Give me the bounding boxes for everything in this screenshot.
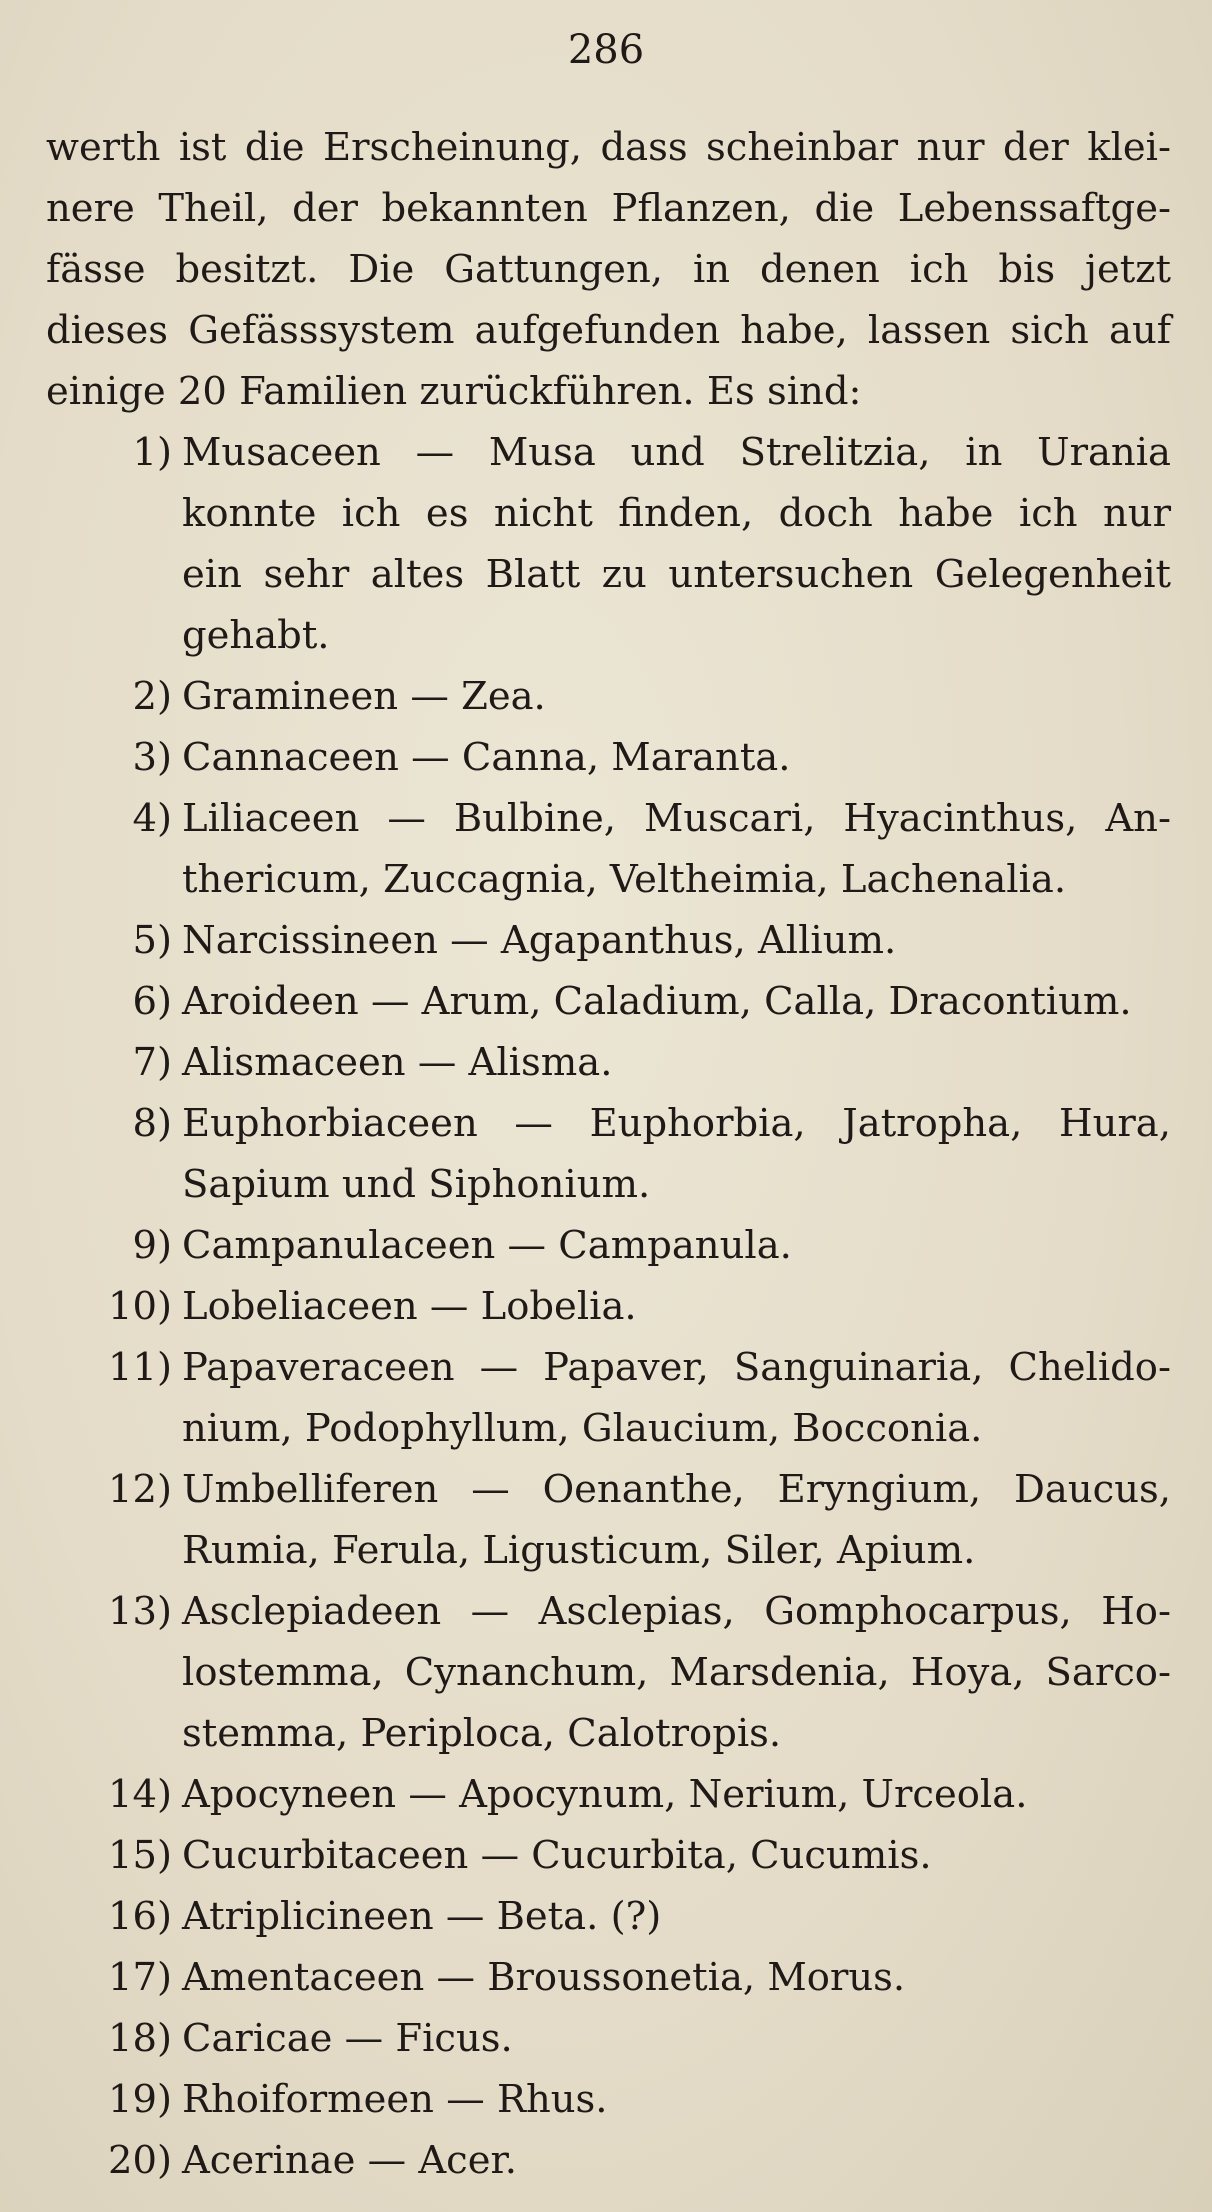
list-item [46,666,1171,727]
list-item-number: 20) [107,2138,172,2183]
list-item-text: Narcissineen — Agapanthus, Allium. [182,918,897,963]
list-item-text: Caricae — Ficus. [182,2016,513,2061]
list-item-number: 12) [107,1467,172,1512]
list-item-text: Acerinae — Acer. [182,2138,517,2183]
list-item-number: 5) [132,918,172,963]
paragraph-line: werth ist die Erscheinung, dass scheinbar nur der klei- [46,125,1171,170]
list-item [46,1764,1171,1825]
list-item-text: Cucurbitaceen — Cucurbita, Cucumis. [182,1833,932,1878]
list-item-text: gehabt. [182,613,330,658]
list-item [46,1825,1171,1886]
list-item-text: Campanulaceen — Campanula. [182,1223,792,1268]
list-item-text: Asclepiadeen — Asclepias, Gomphocarpus, Ho- [182,1589,1171,1634]
list-item-text: Gramineen — Zea. [182,674,546,719]
list-item-number: 11) [107,1345,172,1390]
list-item-number: 15) [107,1833,172,1878]
list-item-text: stemma, Periploca, Calotropis. [182,1711,782,1756]
list-item-number: 14) [107,1772,172,1817]
list-item-number: 17) [107,1955,172,2000]
list-item-text: thericum, Zuccagnia, Veltheimia, Lachenalia. [182,857,1067,902]
list-item-text: Aroideen — Arum, Caladium, Calla, Dracontium. [182,979,1132,1024]
list-item [46,727,1171,788]
paragraph-line: nere Theil, der bekannten Pflanzen, die Lebenssaftge- [46,186,1171,231]
list-item-number: 19) [107,2077,172,2122]
list-item [46,1581,1171,1764]
list-item-text: Liliaceen — Bulbine, Muscari, Hyacinthus, An- [182,796,1171,841]
list-item-number: 18) [107,2016,172,2061]
list-item [46,1215,1171,1276]
list-item-number: 3) [132,735,172,780]
list-item [46,910,1171,971]
list-item-text: Cannaceen — Canna, Maranta. [182,735,791,780]
list-item-number: 2) [132,674,172,719]
list-item-text: lostemma, Cynanchum, Marsdenia, Hoya, Sarco- [182,1650,1171,1695]
list-item-text: Amentaceen — Broussonetia, Morus. [182,1955,906,2000]
list-item-number: 1) [132,430,172,475]
list-item-text: Rhoiformeen — Rhus. [182,2077,608,2122]
list-item-text: Papaveraceen — Papaver, Sanguinaria, Chelido- [182,1345,1171,1390]
list-item-number: 4) [132,796,172,841]
list-item-number: 7) [132,1040,172,1085]
list-item-text: Apocyneen — Apocynum, Nerium, Urceola. [182,1772,1028,1817]
list-item [46,1947,1171,2008]
list-item [46,1459,1171,1581]
list-item [46,1886,1171,1947]
list-item-text: Musaceen — Musa und Strelitzia, in Urania [182,430,1171,475]
paragraph-line: dieses Gefässsystem aufgefunden habe, lassen sich auf [46,308,1171,353]
list-item-text: Lobeliaceen — Lobelia. [182,1284,637,1329]
list-item [46,2008,1171,2069]
list-item-text: Alismaceen — Alisma. [182,1040,613,1085]
list-item [46,2069,1171,2130]
family-list [46,422,1171,2191]
list-item-text: Euphorbiaceen — Euphorbia, Jatropha, Hura, [182,1101,1171,1146]
page-number: 286 [567,27,645,73]
paragraph-line: fässe besitzt. Die Gattungen, in denen ich bis jetzt [46,247,1171,292]
list-item-number: 9) [132,1223,172,1268]
list-item-number: 13) [107,1589,172,1634]
list-item-number: 6) [132,979,172,1024]
list-item [46,422,1171,666]
list-item-text: Umbelliferen — Oenanthe, Eryngium, Daucus, [182,1467,1171,1512]
list-item-text: nium, Podophyllum, Glaucium, Bocconia. [182,1406,983,1451]
list-item-text: konnte ich es nicht finden, doch habe ich nur [182,491,1171,536]
list-item [46,1032,1171,1093]
list-item-number: 8) [132,1101,172,1146]
list-item-text: Atriplicineen — Beta. (?) [182,1894,662,1939]
list-item [46,788,1171,910]
list-item-text: ein sehr altes Blatt zu untersuchen Gelegenheit [182,552,1171,597]
list-item [46,971,1171,1032]
list-item [46,2130,1171,2191]
list-item [46,1337,1171,1459]
list-item-number: 10) [107,1284,172,1329]
paragraph-line: einige 20 Familien zurückführen. Es sind: [46,369,862,414]
intro-paragraph [46,117,1171,422]
list-item [46,1276,1171,1337]
list-item-text: Rumia, Ferula, Ligusticum, Siler, Apium. [182,1528,976,1573]
list-item [46,1093,1171,1215]
list-item-text: Sapium und Siphonium. [182,1162,651,1207]
list-item-number: 16) [107,1894,172,1939]
